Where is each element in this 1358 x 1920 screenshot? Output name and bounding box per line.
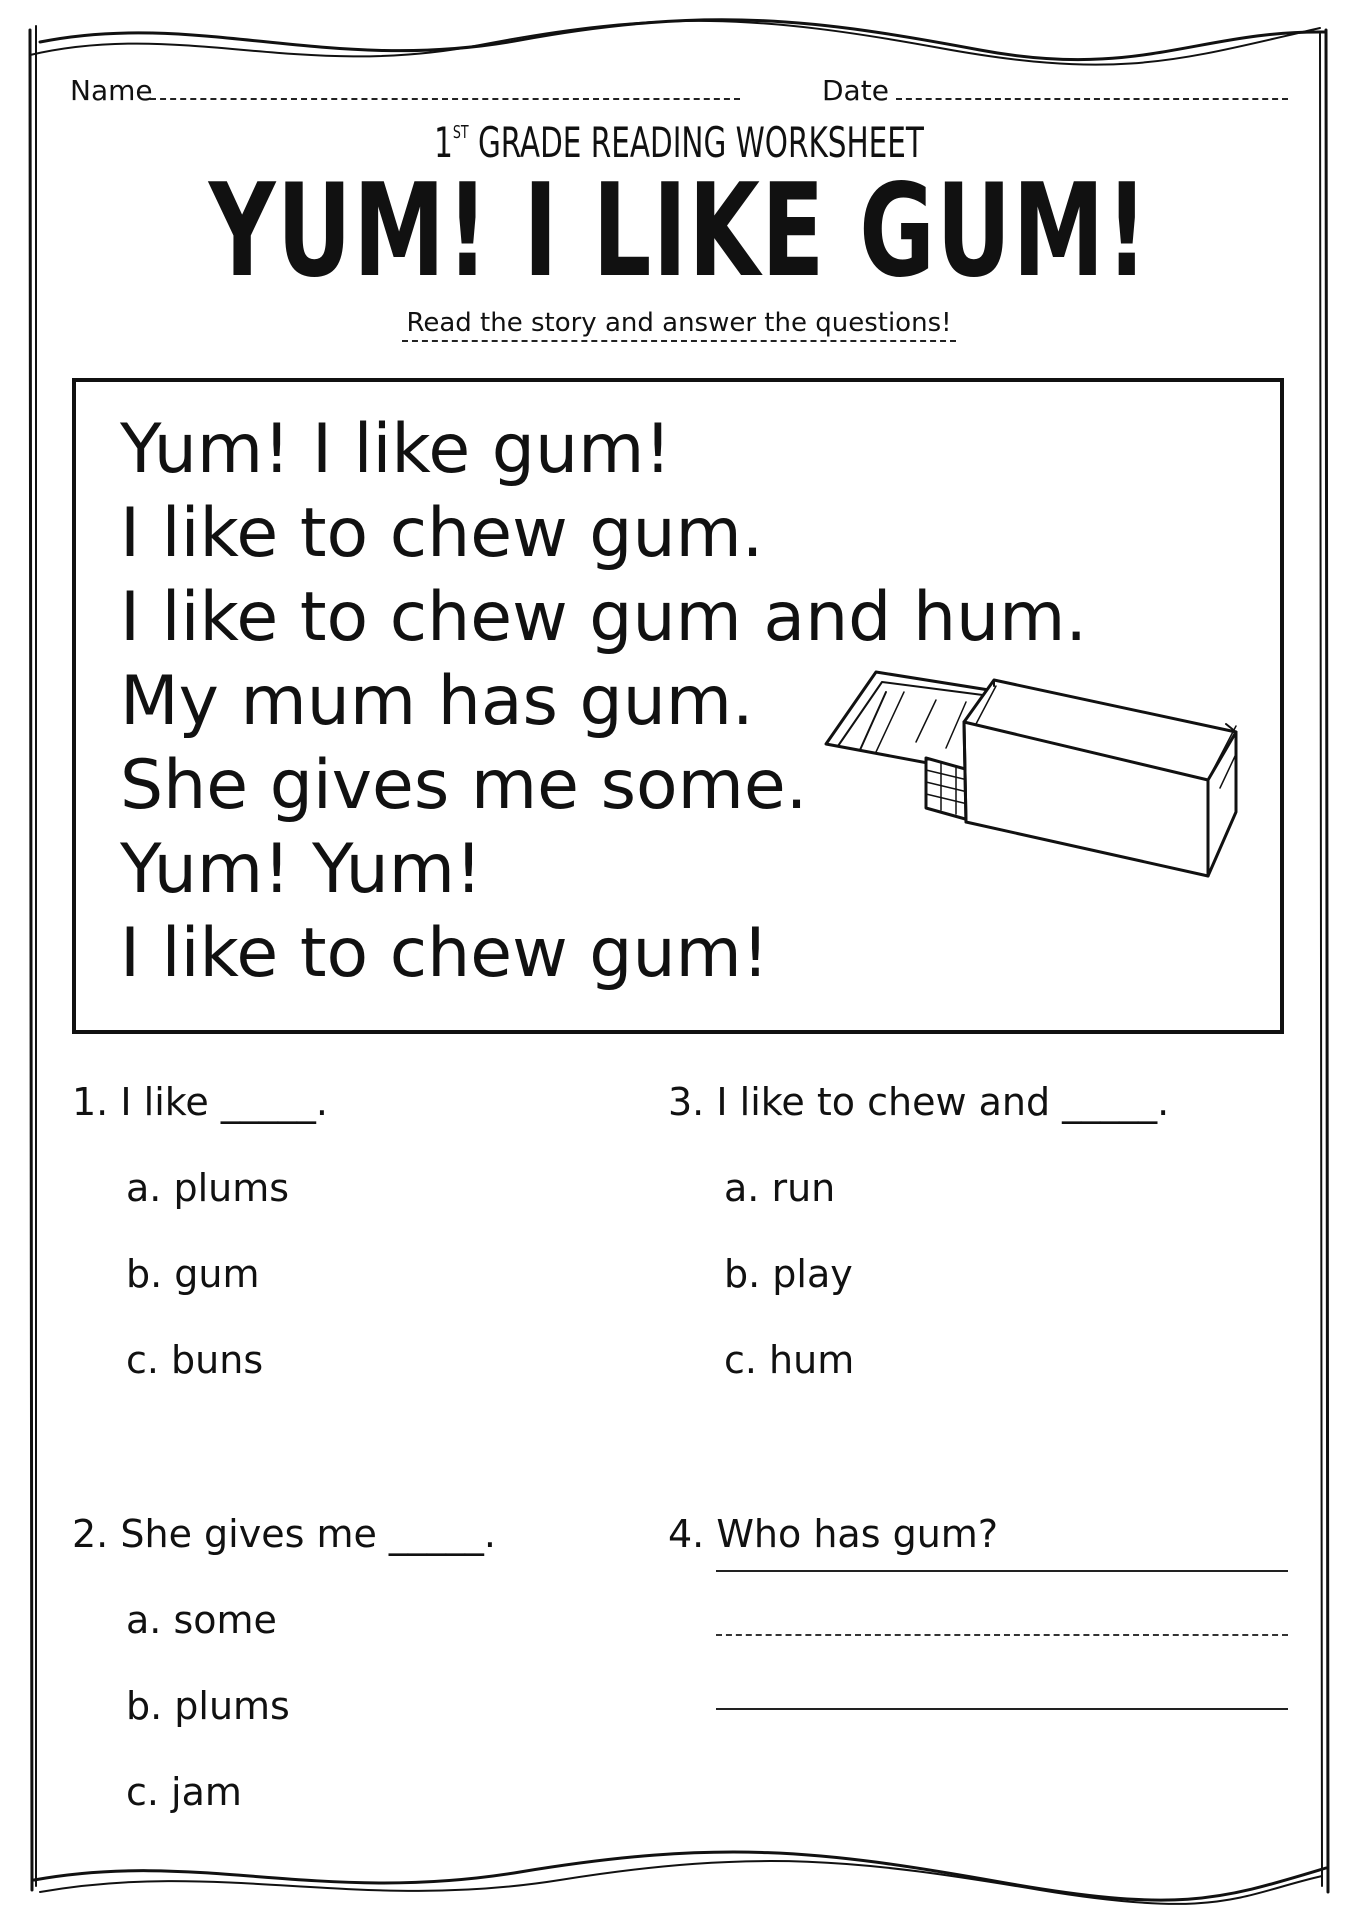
question-number: 3.	[668, 1080, 705, 1124]
name-field[interactable]	[150, 98, 740, 100]
date-field[interactable]	[896, 98, 1288, 100]
question-number: 4.	[668, 1512, 705, 1556]
question-text: Who has gum?	[716, 1512, 998, 1556]
date-label: Date	[822, 74, 889, 107]
question-4	[668, 1512, 998, 1556]
answer-line-middle[interactable]	[716, 1634, 1288, 1636]
q1-option-c[interactable]: c. buns	[126, 1338, 264, 1382]
q3-option-a[interactable]: a. run	[724, 1166, 836, 1210]
grade-number: 1	[434, 118, 453, 167]
story-box	[72, 378, 1284, 1034]
story-line: I like to chew gum and hum.	[120, 578, 1088, 657]
name-label: Name	[70, 74, 153, 107]
question-3	[668, 1080, 1169, 1124]
question-1	[72, 1080, 328, 1124]
story-line: I like to chew gum!	[120, 914, 770, 993]
gum-pack-icon	[816, 662, 1256, 902]
answer-line-bottom[interactable]	[716, 1708, 1288, 1710]
q3-option-b[interactable]: b. play	[724, 1252, 853, 1296]
q2-option-c[interactable]: c. jam	[126, 1770, 242, 1814]
instruction	[0, 308, 1358, 338]
question-text: I like _____.	[120, 1080, 328, 1124]
answer-line-top[interactable]	[716, 1570, 1288, 1572]
grade-suffix: ST	[452, 122, 469, 143]
question-number: 1.	[72, 1080, 109, 1124]
story-line: She gives me some.	[120, 746, 808, 825]
question-text: She gives me _____.	[120, 1512, 496, 1556]
story-line: Yum! Yum!	[120, 830, 483, 909]
instruction-text: Read the story and answer the questions!	[402, 308, 955, 342]
question-text: I like to chew and _____.	[716, 1080, 1170, 1124]
grade-text: GRADE READING WORKSHEET	[477, 118, 924, 167]
story-line: Yum! I like gum!	[120, 410, 672, 489]
question-2	[72, 1512, 496, 1556]
story-line: My mum has gum.	[120, 662, 754, 741]
question-number: 2.	[72, 1512, 109, 1556]
q3-option-c[interactable]: c. hum	[724, 1338, 855, 1382]
q2-option-b[interactable]: b. plums	[126, 1684, 290, 1728]
q2-option-a[interactable]: a. some	[126, 1598, 277, 1642]
story-line: I like to chew gum.	[120, 494, 764, 573]
q1-option-b[interactable]: b. gum	[126, 1252, 260, 1296]
worksheet-title: YUM! I LIKE GUM!	[208, 157, 1150, 306]
q1-option-a[interactable]: a. plums	[126, 1166, 290, 1210]
